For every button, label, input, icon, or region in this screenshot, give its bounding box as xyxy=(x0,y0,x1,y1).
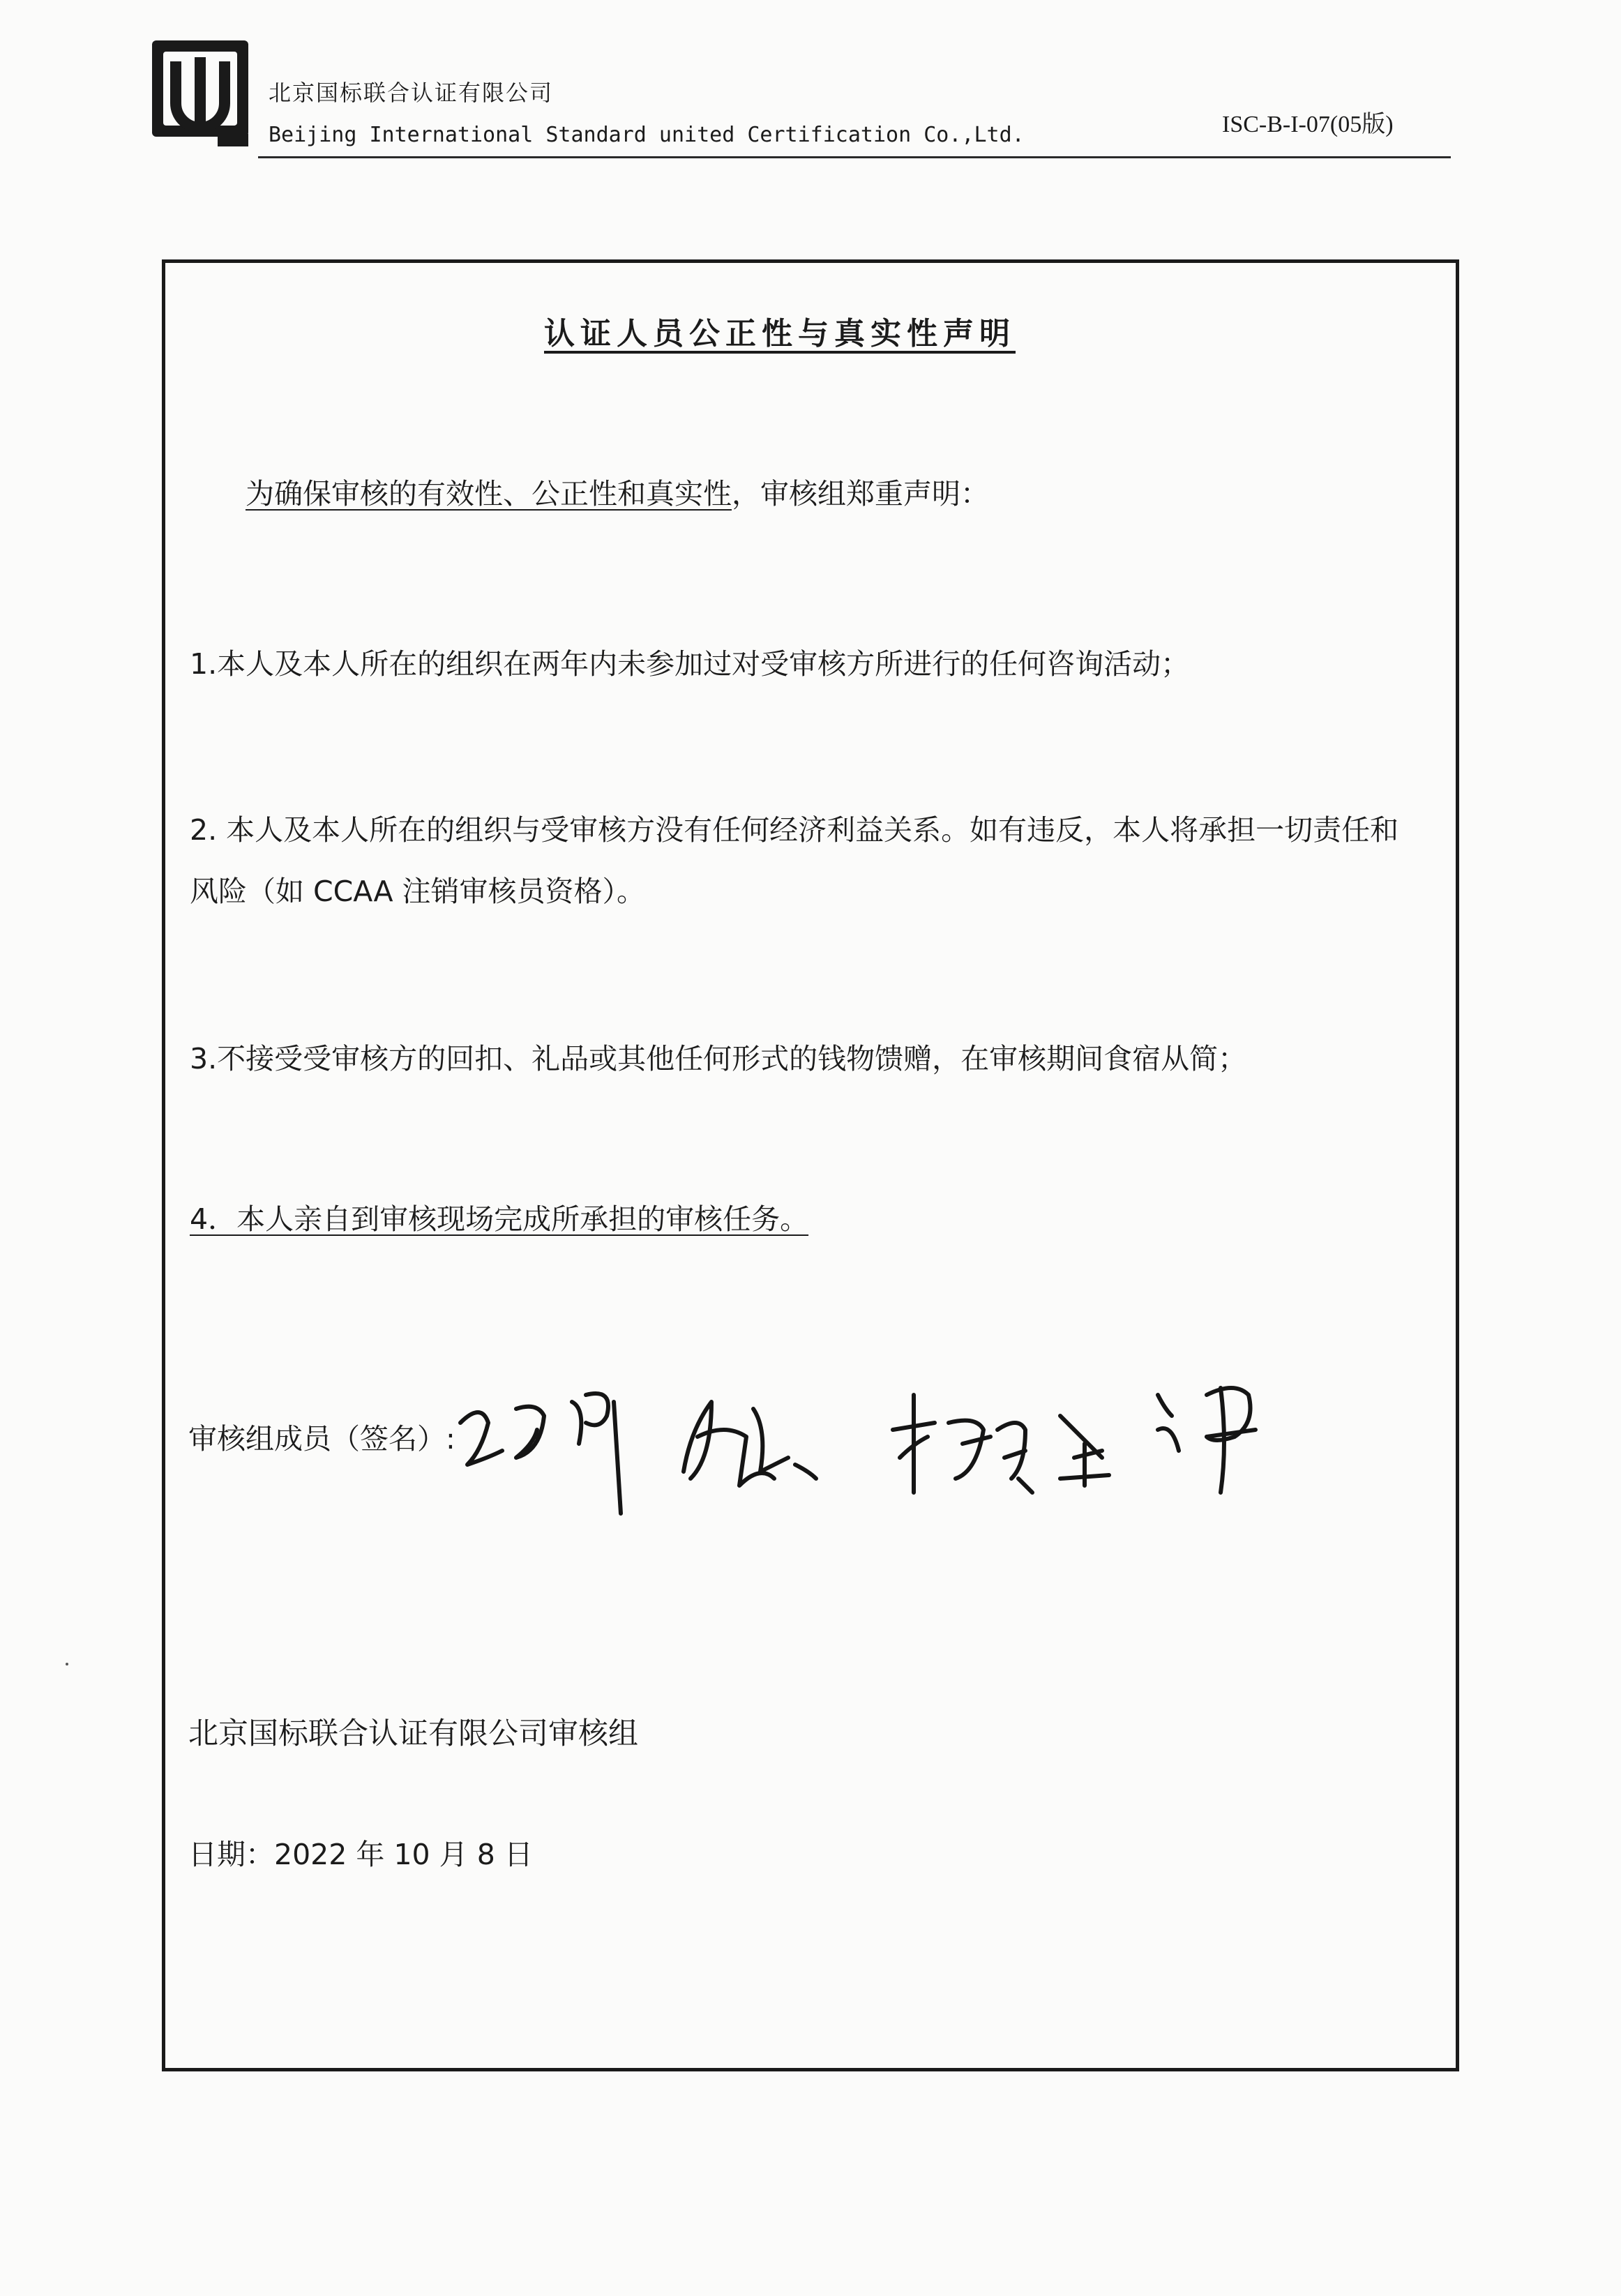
clause-1: 1.本人及本人所在的组织在两年内未参加过对受审核方所进行的任何咨询活动； xyxy=(190,647,1190,681)
date-day-unit: 日 xyxy=(504,1838,533,1871)
intro-paragraph xyxy=(246,460,989,527)
company-name-en: Beijing International Standard united Certification Co.,Ltd. xyxy=(269,123,1025,147)
signature-label: 审核组成员（签名）: xyxy=(188,1422,455,1456)
declaration-frame xyxy=(162,259,1459,2071)
document-code: ISC-B-I-07(05版) xyxy=(1222,112,1394,137)
clause-4: 4．本人亲自到审核现场完成所承担的审核任务。 xyxy=(190,1202,809,1236)
signature-3 xyxy=(893,1395,1109,1493)
declaration-date xyxy=(188,1831,533,1873)
date-month-unit: 月 xyxy=(439,1838,468,1871)
clause-2-line-1: 2. 本人及本人所在的组织与受审核方没有任何经济利益关系。如有违反，本人将承担一切责任和 xyxy=(190,813,1399,847)
document-header xyxy=(0,0,1621,167)
scan-speck xyxy=(66,1663,68,1666)
date-year-unit: 年 xyxy=(356,1838,385,1871)
signature-1 xyxy=(460,1394,621,1513)
declaration-title: 认证人员公正性与真实性声明 xyxy=(544,316,1016,352)
handwritten-signatures xyxy=(446,1367,1297,1527)
company-name-cn: 北京国标联合认证有限公司 xyxy=(269,80,554,106)
clause-2-line-2: 风险（如 CCAA 注销审核员资格）。 xyxy=(190,875,646,908)
intro-rest-text: ，审核组郑重声明： xyxy=(732,477,989,511)
date-label: 日期： xyxy=(188,1838,274,1871)
signature-4 xyxy=(1158,1388,1256,1493)
isc-logo-icon xyxy=(148,36,252,149)
date-month: 10 xyxy=(393,1838,430,1871)
signature-2 xyxy=(684,1402,816,1486)
header-divider xyxy=(258,156,1451,158)
date-year: 2022 xyxy=(274,1838,347,1871)
clause-3: 3.不接受受审核方的回扣、礼品或其他任何形式的钱物馈赠，在审核期间食宿从简； xyxy=(190,1042,1247,1075)
audit-team-organization: 北京国标联合认证有限公司审核组 xyxy=(188,1716,638,1751)
date-day: 8 xyxy=(476,1838,495,1871)
intro-underlined-text: 为确保审核的有效性、公正性和真实性 xyxy=(246,477,732,511)
